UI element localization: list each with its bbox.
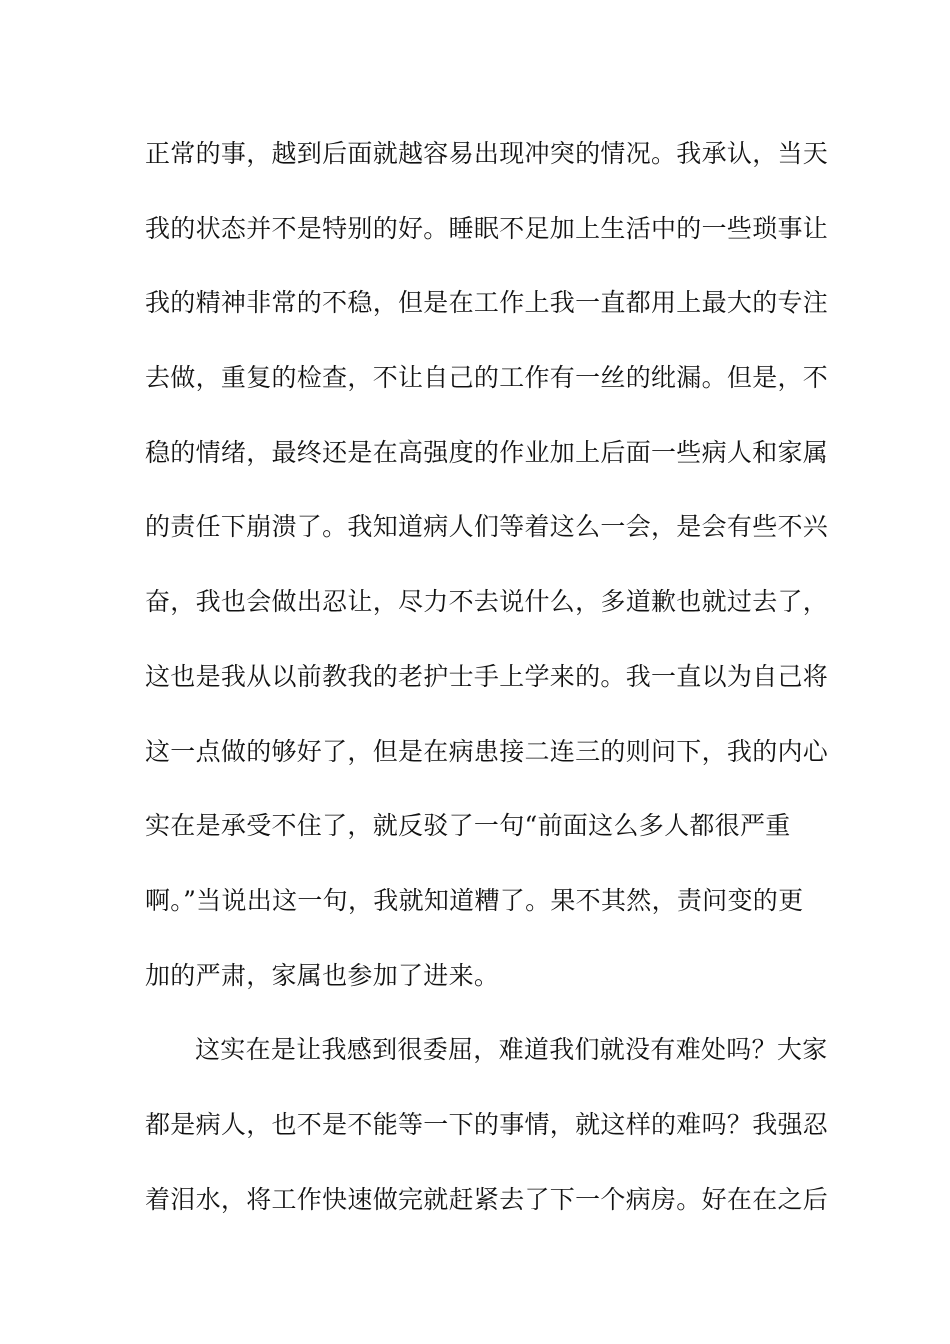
text-line: 实在是承受不住了，就反驳了一句“前面这么多人都很严重: [145, 811, 791, 841]
text-line: 都是病人，也不是不能等一下的事情，就这样的难吗？我强忍: [145, 1109, 829, 1139]
text-line: 这一点做的够好了，但是在病患接二连三的则问下，我的内心: [145, 736, 829, 766]
paragraph-2: [145, 1024, 829, 1248]
text-line: 我的精神非常的不稳，但是在工作上我一直都用上最大的专注: [145, 288, 829, 318]
text-line: 啊。”当说出这一句，我就知道糟了。果不其然，责问变的更: [145, 885, 804, 915]
text-line: 着泪水，将工作快速做完就赶紧去了下一个病房。好在在之后: [145, 1184, 829, 1214]
text-line: 稳的情绪，最终还是在高强度的作业加上后面一些病人和家属: [145, 437, 829, 467]
text-line: 这也是我从以前教我的老护士手上学来的。我一直以为自己将: [145, 661, 829, 691]
text-line: 奋，我也会做出忍让，尽力不去说什么，多道歉也就过去了，: [145, 587, 829, 617]
text-line: 我的状态并不是特别的好。睡眠不足加上生活中的一些琐事让: [145, 213, 829, 243]
paragraph-1: [145, 128, 829, 1024]
document-body: [145, 128, 829, 1248]
text-line: 正常的事，越到后面就越容易出现冲突的情况。我承认，当天: [145, 139, 829, 168]
text-line: 加的严肃，家属也参加了进来。: [145, 960, 500, 990]
text-line: 的责任下崩溃了。我知道病人们等着这么一会，是会有些不兴: [145, 512, 829, 542]
text-line-indented: 这实在是让我感到很委屈，难道我们就没有难处吗？大家: [195, 1035, 828, 1065]
text-line: 去做，重复的检查，不让自己的工作有一丝的纰漏。但是，不: [145, 363, 829, 393]
